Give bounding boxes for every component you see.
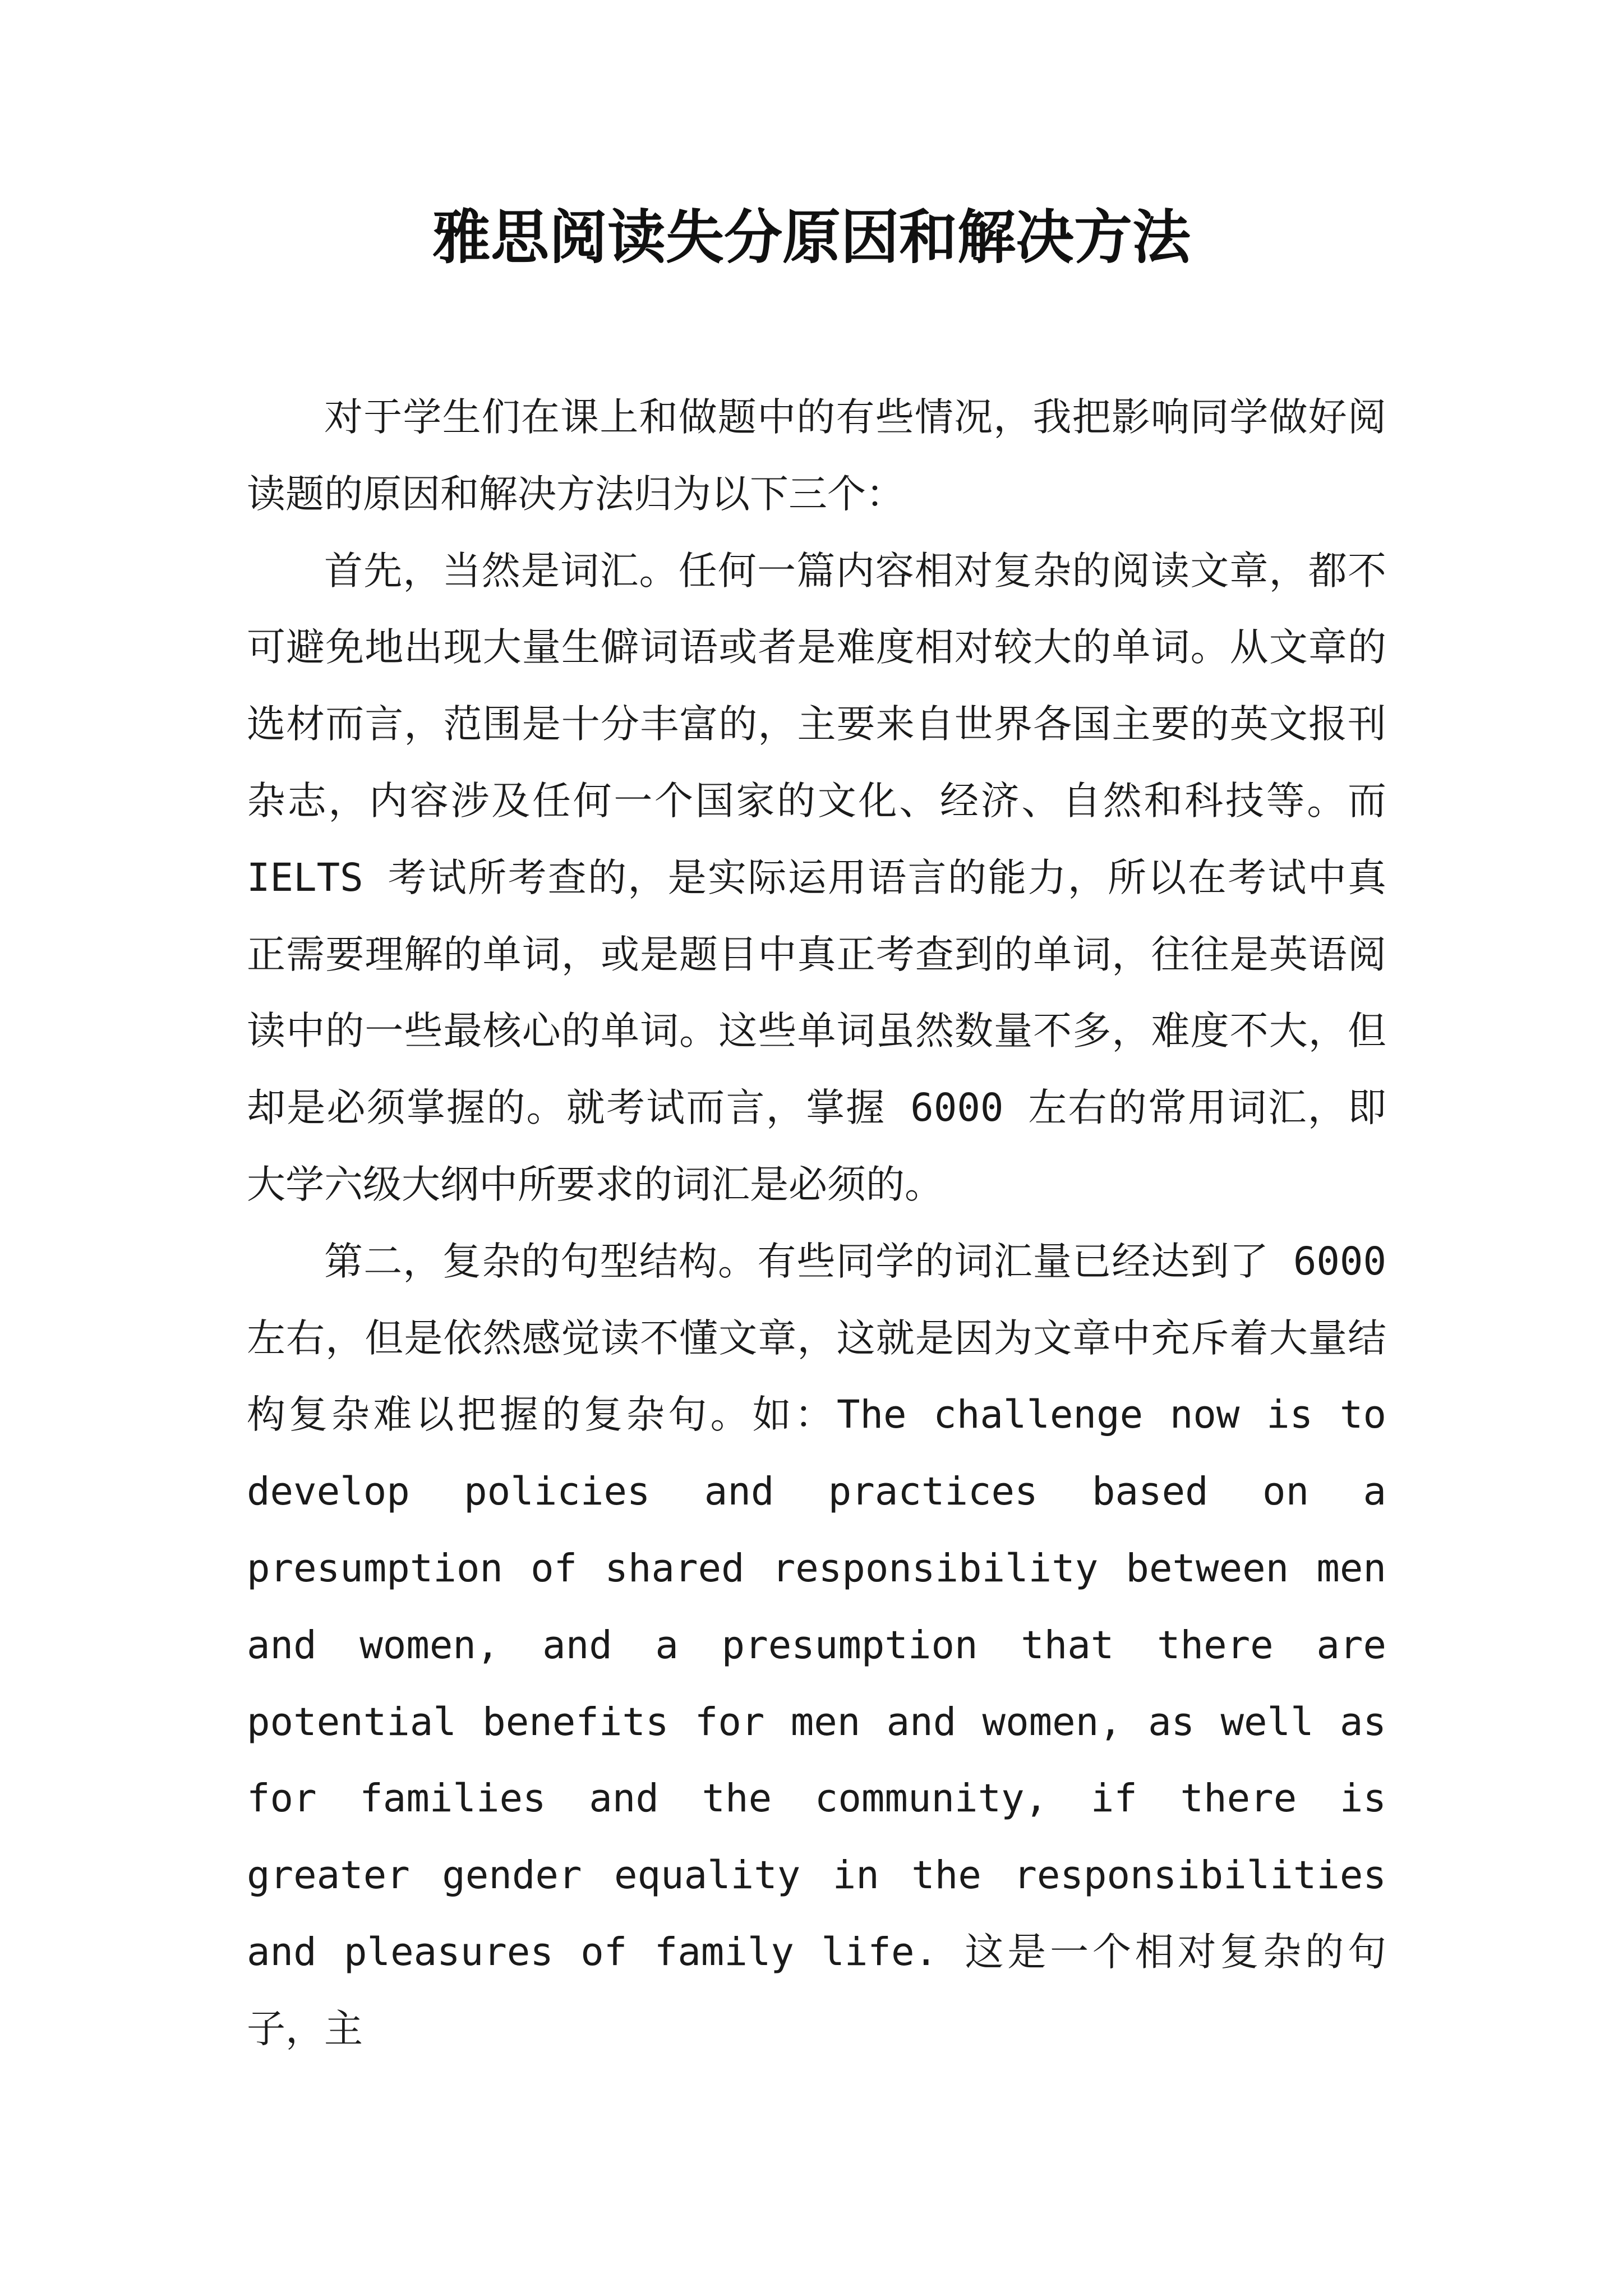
paragraph-intro: 对于学生们在课上和做题中的有些情况，我把影响同学做好阅读题的原因和解决方法归为以下三个： — [247, 395, 1386, 517]
document-title: 雅思阅读失分原因和解决方法 — [432, 203, 1191, 272]
paragraph-vocabulary: 首先，当然是词汇。任何一篇内容相对复杂的阅读文章，都不可避免地出现大量生僻词语或者是难度相对较大的单词。从文章的选材而言，范围是十分丰富的，主要来自世界各国主要的英文报刊杂志，内容涉及任何一个国家的文化、经济、自然和科技等。而 IELTS 考试所考查的，是实际运用语言的能力，所以在考试中真正需要理解的单词，或是题目中真正考查到的单词，往往是英语阅读中的一些最核心的单词。这些单词虽然数量不多，难度不大，但却是必须掌握的。就考试而言，掌握 6000 左右的常用词汇，即大学六级大纲中所要求的词汇是必须的。 — [247, 548, 1386, 1207]
paragraph-sentence-structure: 第二，复杂的句型结构。有些同学的词汇量已经达到了 6000 左右，但是依然感觉读不懂文章，这就是因为文章中充斥着大量结构复杂难以把握的复杂句。如：The challenge now is to develop policies and practices based on a presumption of shared responsibility between men and women, and a presumption that there are potential benefits for men and women, as well as for families and the community, if there is greater gender equality in the responsibilities and pleasures of family life. 这是一个相对复杂的句子，主 — [247, 1239, 1386, 2051]
document-body — [247, 379, 1386, 2068]
